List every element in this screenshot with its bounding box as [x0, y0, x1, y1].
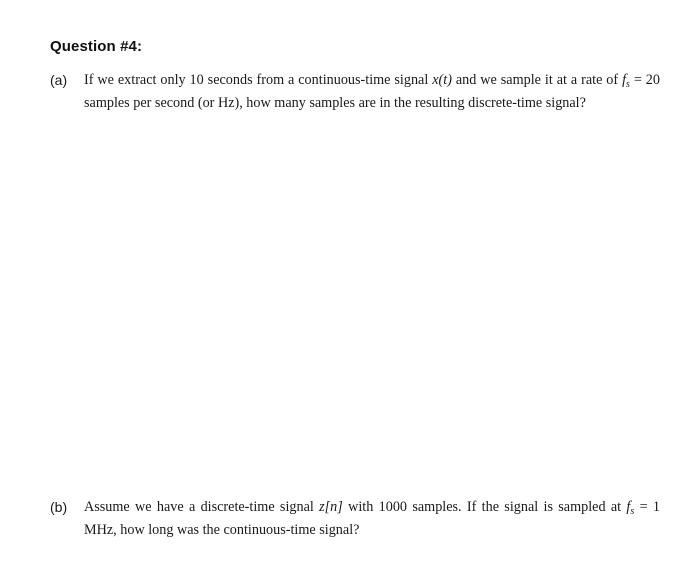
part-a-label: (a) — [50, 72, 68, 88]
part-b-text — [84, 498, 660, 539]
part-b-text-3: = 1 MHz, how long was the continuous-time signal? — [84, 499, 660, 538]
sampling-rate-subscript: s — [626, 79, 630, 90]
part-a-text-1: If we extract only 10 seconds from a continuous-time signal — [84, 72, 433, 88]
signal-z-of-n: z[n] — [319, 499, 343, 515]
question-part-a — [50, 71, 660, 112]
sampling-rate-symbol-b: f — [626, 499, 631, 515]
sampling-rate-subscript-b: s — [630, 506, 635, 517]
signal-x-of-t: x(t) — [432, 72, 452, 88]
part-a-text — [84, 71, 660, 112]
part-b-label: (b) — [50, 499, 68, 515]
part-a-text-2: and we sample it at a rate of — [451, 72, 623, 88]
question-part-b — [50, 498, 660, 539]
sampling-rate-symbol: f — [622, 72, 627, 88]
question-title: Question #4: — [50, 38, 143, 55]
part-b-text-2: with 1000 samples. If the signal is sampled at — [342, 499, 627, 515]
part-b-text-1: Assume we have a discrete-time signal — [84, 499, 320, 515]
part-a-text-3: = 20 samples per second (or Hz), how many samples are in the resulting discrete-time signal? — [84, 72, 660, 111]
